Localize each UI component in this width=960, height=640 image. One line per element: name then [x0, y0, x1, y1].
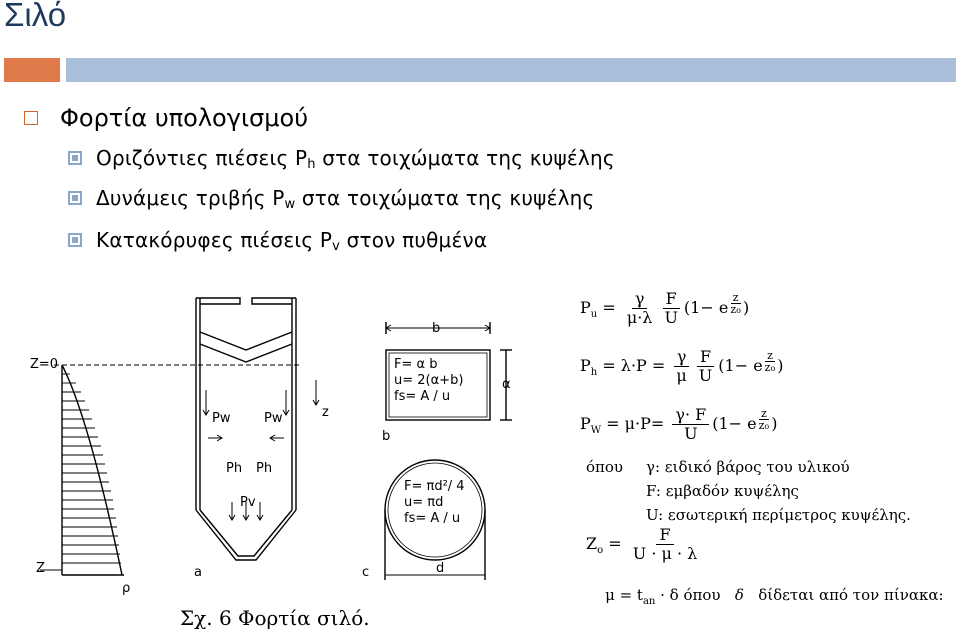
where-label: όπου	[586, 458, 624, 476]
eq-fraction	[673, 348, 689, 385]
accent-bar-blue	[66, 58, 956, 82]
eq-sign: = λ·P =	[602, 356, 666, 375]
bullet-text-pre: Κατακόρυφες πιέσεις P	[96, 228, 333, 252]
bullet-item-friction	[68, 186, 594, 210]
accent-bar-orange	[4, 58, 60, 82]
label-b-top: b	[432, 321, 441, 336]
label-c: c	[362, 565, 370, 580]
label-alpha: α	[502, 377, 511, 392]
eq-sign: =	[608, 534, 622, 553]
eq-exp-den-sub: o	[764, 422, 770, 431]
eq-num: γ· F	[672, 406, 709, 425]
eq-exp-num: z	[761, 407, 767, 420]
slide-title: Σιλό	[4, 0, 67, 33]
eq-exp-den: z	[758, 419, 765, 432]
label-z-right: z	[322, 405, 329, 420]
filled-square-bullet-icon	[68, 151, 82, 165]
eq-den2: U	[698, 366, 713, 385]
bullet-text-pre: Οριζόντιες πιέσεις P	[96, 146, 308, 170]
mu-pre: μ = t	[605, 586, 643, 604]
bullet-main	[24, 104, 308, 132]
equation-zo	[586, 526, 703, 563]
mu-delta: δ	[734, 586, 744, 604]
square-bullet-icon	[24, 111, 38, 125]
equation-pu	[580, 290, 749, 328]
eq-lhs-sub: h	[590, 367, 598, 378]
bullet-main-text: Φορτία υπολογισμού	[60, 104, 309, 132]
eq-tail: (1− e	[683, 298, 729, 317]
definition-f: F: εμβαδόν κυψέλης	[646, 482, 799, 500]
eq-fraction	[630, 526, 701, 563]
bullet-item-horizontal	[68, 146, 615, 170]
label-pv: Pv	[240, 495, 256, 510]
eq-fraction	[672, 406, 709, 443]
eq-close: )	[777, 356, 784, 375]
eq-exp-den-sub: o	[736, 306, 741, 315]
bullet-text-post: στα τοιχώματα της κυψέλης	[295, 186, 595, 210]
eq-lhs: P	[580, 298, 591, 317]
eq-den2: U	[664, 308, 678, 327]
eq-lhs: P	[580, 414, 591, 433]
definition-gamma: γ: ειδικό βάρος του υλικού	[646, 458, 850, 476]
eq-num2: F	[697, 348, 714, 367]
label-z-axis: Z	[36, 561, 45, 576]
eq-fraction2	[661, 290, 680, 327]
eq-exponent	[728, 292, 743, 316]
filled-square-bullet-icon	[68, 233, 82, 247]
mu-tail: δίδεται από τον πίνακα:	[758, 586, 944, 604]
eq-lhs-sub: o	[597, 545, 604, 556]
eq-num: γ	[632, 290, 648, 309]
label-circ-u: u= πd	[404, 495, 444, 510]
label-rect-u: u= 2(α+b)	[394, 373, 464, 388]
eq-den: μ	[676, 366, 687, 385]
eq-den: U · μ · λ	[632, 544, 698, 563]
eq-fraction	[624, 290, 656, 327]
label-circ-f: F= πd²/ 4	[404, 479, 465, 494]
eq-close: )	[771, 414, 778, 433]
eq-exp-den: z	[764, 361, 771, 374]
label-rect-f: F= α b	[394, 357, 438, 372]
eq-num: γ	[674, 348, 690, 367]
filled-square-bullet-icon	[68, 191, 82, 205]
equation-mu	[586, 568, 944, 622]
equation-pw	[580, 406, 778, 444]
eq-sign: =	[602, 298, 616, 317]
eq-num2: F	[663, 290, 680, 309]
eq-tail: (1− e	[712, 414, 757, 433]
eq-lhs: Z	[586, 534, 598, 553]
label-ph-left: Ph	[226, 461, 243, 476]
mu-sub: an	[642, 596, 656, 607]
eq-den: U	[684, 424, 698, 443]
label-pw-left: Pw	[212, 411, 231, 426]
eq-exponent	[757, 408, 772, 432]
label-rect-fs: fs= A / u	[394, 389, 451, 404]
eq-tail: (1− e	[718, 356, 763, 375]
eq-exp-num: z	[732, 291, 739, 304]
label-rho: ρ	[122, 581, 131, 596]
eq-num: F	[656, 526, 673, 545]
eq-sign: = μ·P=	[606, 414, 665, 433]
mu-post: · δ όπου	[655, 586, 721, 604]
eq-lhs-sub: u	[590, 309, 598, 320]
figure-caption: Σχ. 6 Φορτία σιλό.	[180, 606, 370, 630]
bullet-text-post: στον πυθμένα	[340, 228, 488, 252]
bullet-text-pre: Δυνάμεις τριβής P	[96, 186, 285, 210]
eq-lhs-sub: W	[590, 425, 602, 436]
label-b-side: b	[382, 429, 391, 444]
eq-fraction2	[696, 348, 715, 385]
bullet-text-sub: w	[284, 196, 296, 212]
bullet-item-vertical	[68, 228, 487, 252]
label-pw-right: Pw	[264, 411, 283, 426]
label-d: d	[436, 561, 445, 576]
eq-den: μ·λ	[626, 308, 653, 327]
equation-ph	[580, 348, 784, 386]
eq-close: )	[742, 298, 750, 317]
label-circ-fs: fs= A / u	[404, 511, 461, 526]
bullet-text-sub: h	[307, 156, 316, 172]
eq-exp-den: z	[730, 303, 737, 316]
eq-exponent	[763, 350, 778, 374]
silo-diagram	[0, 270, 580, 600]
bullet-text-post: στα τοιχώματα της κυψέλης	[315, 146, 615, 170]
definition-u: U: εσωτερική περίμετρος κυψέλης.	[646, 506, 911, 524]
eq-exp-num: z	[767, 349, 773, 362]
bullet-text-sub: v	[332, 238, 341, 254]
eq-lhs: P	[580, 356, 591, 375]
label-z0: Z=0	[30, 357, 59, 372]
label-a: a	[194, 565, 202, 580]
label-ph-right: Ph	[256, 461, 273, 476]
eq-exp-den-sub: o	[770, 364, 776, 373]
